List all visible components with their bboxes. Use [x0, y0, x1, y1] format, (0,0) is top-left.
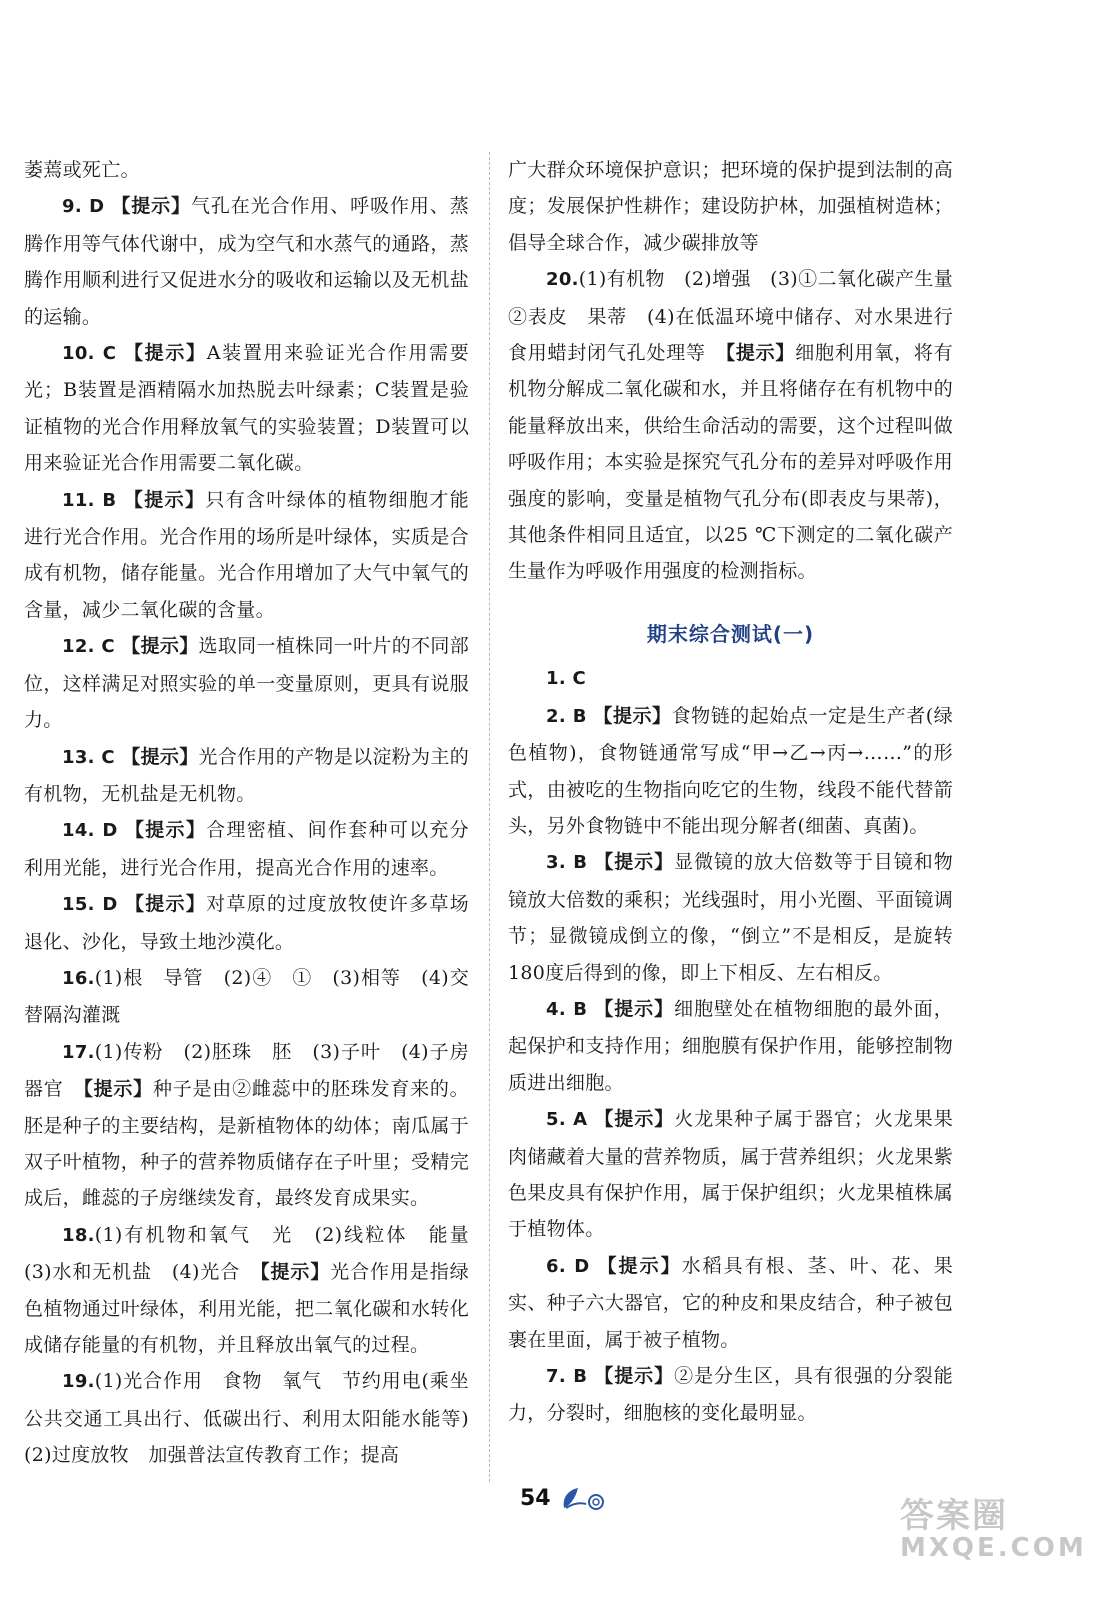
answer-item-13: 13. C 【提示】光合作用的产物是以淀粉为主的有机物，无机盐是无机物。: [24, 745, 469, 805]
answer-item-15: 15. D 【提示】对草原的过度放牧使许多草场退化、沙化，导致土地沙漠化。: [24, 893, 469, 953]
final-item-3: 3. B 【提示】显微镜的放大倍数等于目镜和物镜放大倍数的乘积；光线强时，用小光圈、平面镜调节；显微镜成倒立的像，“倒立”不是相反，是旋转180度后得到的像，即上下相反、左右相反。: [508, 851, 953, 984]
page-number: 54: [520, 1486, 551, 1511]
answer-item-17: 17.(1)传粉 (2)胚珠 胚 (3)子叶 (4)子房 器官 【提示】种子是由②雌蕊中的胚珠发育来的。胚是种子的主要结构，是新植物体的幼体；南瓜属于双子叶植物，种子的营养物质储存在子叶里；受精完成后，雌蕊的子房继续发育，最终发育成果实。: [24, 1040, 489, 1210]
final-item-6: 6. D 【提示】水稻具有根、茎、叶、花、果实、种子六大器官，它的种皮和果皮结合，种子被包裹在里面，属于被子植物。: [508, 1254, 954, 1351]
column-divider: [489, 152, 490, 1482]
section-title: 期末综合测试(一): [646, 621, 815, 646]
final-item-4: 4. B 【提示】细胞壁处在植物细胞的最外面，起保护和支持作用；细胞膜有保护作用，能够控制物质进出细胞。: [508, 997, 953, 1094]
answer-item-20: 20.(1)有机物 (2)增强 (3)①二氧化碳产生量 ②表皮 果蒂 (4)在低温环境中储存、对水果进行食用蜡封闭气孔处理等 【提示】细胞利用氧，将有机物分解成二氧化碳和水，并且将储存在有机物中的能量释放出来，供给生命活动的需要，这个过程叫做呼吸作用；本实验是探究气孔分布的差异对呼吸作用强度的影响，变量是植物气孔分布(即表皮与果蒂)，其他条件相同且适宜，以25 ℃下测定的二氧化碳产生量作为呼吸作用强度的检测指标。: [508, 268, 973, 583]
continuation-text-19: 广大群众环境保护意识；把环境的保护提到法制的高度；发展保护性耕作；建设防护林，加强植树造林；倡导全球合作，减少碳排放等: [508, 159, 953, 254]
right-column: [508, 152, 973, 1432]
left-column: [24, 152, 489, 1474]
answer-item-11: 11. B 【提示】只有含叶绿体的植物细胞才能进行光合作用。光合作用的场所是叶绿体，实质是合成有机物，储存能量。光合作用增加了大气中氧气的含量，减少二氧化碳的含量。: [24, 488, 470, 621]
answer-item-12: 12. C 【提示】选取同一植株同一叶片的不同部位，这样满足对照实验的单一变量原则，更具有说服力。: [24, 635, 469, 732]
answer-item-16: 16.(1)根 导管 (2)④ ① (3)相等 (4)交替隔沟灌溉: [24, 966, 469, 1027]
answer-item-9: 9. D 【提示】气孔在光合作用、呼吸作用、蒸腾作用等气体代谢中，成为空气和水蒸气的通路，蒸腾作用顺利进行又促进水分的吸收和运输以及无机盐的运输。: [24, 195, 470, 328]
leaf-ornament-icon: [558, 1484, 610, 1514]
final-item-2: 2. B 【提示】食物链的起始点一定是生产者(绿色植物)，食物链通常写成“甲→乙→丙→……”的形式，由被吃的生物指向吃它的生物，线段不能代替箭头，另外食物链中不能出现分解者(细菌、真菌)。: [508, 704, 954, 837]
answer-item-14: 14. D 【提示】合理密植、间作套种可以充分利用光能，进行光合作用，提高光合作用的速率。: [24, 819, 469, 879]
answer-item-18: 18.(1)有机物和氧气 光 (2)线粒体 能量 (3)水和无机盐 (4)光合 【提示】光合作用是指绿色植物通过叶绿体，利用光能，把二氧化碳和水转化成储存能量的有机物，并且释放出氧气的过程。: [24, 1223, 489, 1356]
final-item-7: 7. B 【提示】②是分生区，具有很强的分裂能力，分裂时，细胞核的变化最明显。: [508, 1365, 953, 1425]
answer-item-19: 19.(1)光合作用 食物 氧气 节约用电(乘坐公共交通工具出行、低碳出行、利用太阳能水能等) (2)过度放牧 加强普法宣传教育工作；提高: [24, 1370, 489, 1467]
continuation-text: 萎蔫或死亡。: [24, 159, 140, 181]
answer-item-10: 10. C 【提示】A装置用来验证光合作用需要光；B装置是酒精隔水加热脱去叶绿素；C装置是验证植物的光合作用释放氧气的实验装置；D装置可以用来验证光合作用需要二氧化碳。: [24, 342, 469, 475]
final-item-5: 5. A 【提示】火龙果种子属于器官；火龙果果肉储藏着大量的营养物质，属于营养组织；火龙果紫色果皮具有保护作用，属于保护组织；火龙果植株属于植物体。: [508, 1108, 954, 1241]
final-item-1: 1. C: [546, 668, 587, 690]
watermark-logo: 答案圈 MXQE.COM: [900, 1496, 1087, 1563]
